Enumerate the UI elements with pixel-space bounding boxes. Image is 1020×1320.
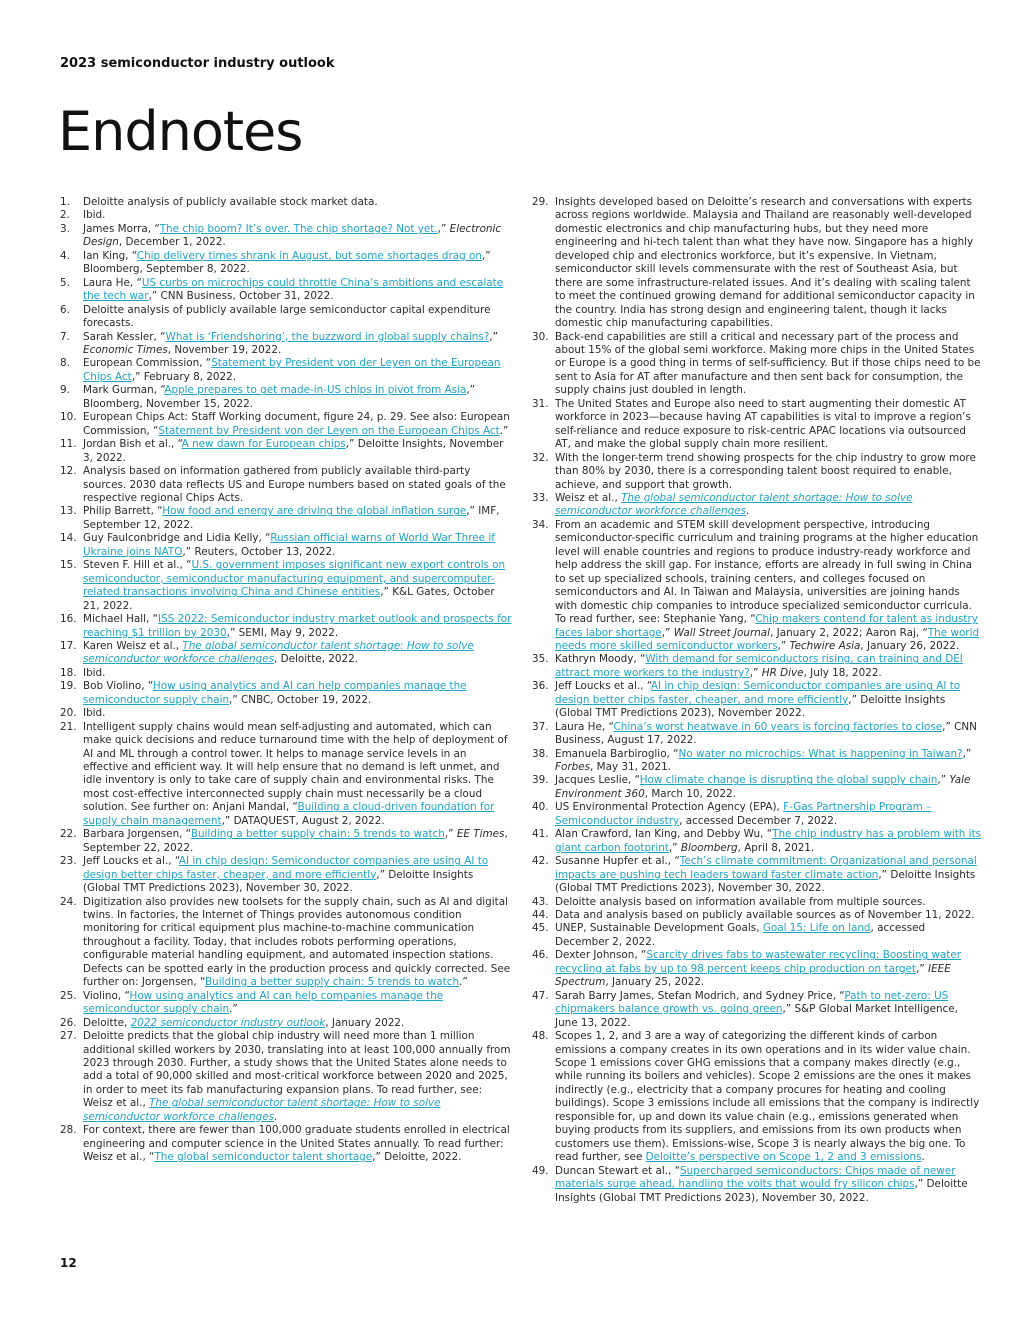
endnote-text: Wall Street Journal	[673, 626, 771, 639]
endnote-item	[60, 277, 512, 304]
endnote-text: ,” Deloitte, 2022.	[372, 1151, 462, 1164]
endnote-text: Data and analysis based on publicly available sources as of November 11, 2022.	[555, 909, 975, 922]
endnote-item	[60, 559, 512, 613]
endnote-text: Deloitte analysis based on information available from multiple sources.	[555, 895, 926, 908]
endnote-text: Steven F. Hill et al., “	[83, 559, 192, 572]
endnote-text: ,” Deloitte Insights (Global TMT Predictions 2023), November 30, 2022.	[555, 868, 976, 895]
endnote-number: 21.	[60, 720, 77, 733]
endnote-text: Jacques Leslie, “	[555, 774, 640, 787]
endnote-link[interactable]: Goal 15: Life on land	[762, 922, 871, 935]
endnote-number: 3.	[60, 222, 70, 235]
endnote-text: ,” S&P Global Market Intelligence, June 13, 2022.	[555, 1003, 958, 1029]
endnote-text: Emanuela Barbiroglio, “	[555, 747, 679, 760]
endnote-text: .”	[229, 1003, 238, 1016]
endnote-item	[60, 1017, 512, 1030]
endnote-text: James Morra, “	[83, 222, 160, 235]
endnote-number: 12.	[60, 465, 77, 478]
endnote-item	[532, 748, 982, 775]
endnote-link[interactable]: How food and energy are driving the global inflation surge	[162, 505, 467, 518]
endnote-text: Jordan Bish et al., “	[83, 438, 182, 451]
endnote-link[interactable]: What is ‘Friendshoring’, the buzzword in global supply chains?	[165, 330, 490, 343]
endnote-number: 7.	[60, 330, 70, 343]
endnote-link[interactable]: Tech’s climate commitment: Organizational and personal impacts are pushing tech leaders toward faster climate action	[555, 855, 977, 881]
endnote-text: Susanne Hupfer et al., “	[555, 855, 680, 868]
endnote-number: 26.	[60, 1016, 77, 1029]
endnote-text: , November 19, 2022.	[167, 343, 282, 356]
endnote-link[interactable]: Chip makers contend for talent as industry faces labor shortage	[555, 613, 978, 639]
endnote-text: , Deloitte, 2022.	[274, 653, 359, 666]
endnote-text: Jeff Loucks et al., “	[555, 680, 651, 693]
endnote-number: 49.	[532, 1164, 549, 1177]
endnote-link[interactable]: With demand for semiconductors rising, can training and DEI attract more workers to the industry?	[555, 653, 963, 679]
endnote-number: 46.	[532, 949, 549, 962]
endnote-text: Intelligent supply chains would mean self-adjusting and automated, which can make quick decisions and reduce turnaround time with the help of deployment of AI and ML through a control tower. It helps to manage service levels in an effective and efficient way. It will help ensure that no demand is left unmet, and idle inventory is only to take care of supply chain and environmental risks. The most cost-effective interconnected supply chain must necessarily be a cloud solution. See further on: Anjani Mandal, “	[83, 720, 508, 814]
endnote-item	[60, 1030, 512, 1124]
endnote-link[interactable]: Statement by President von der Leyen on the European Chips Act	[83, 357, 501, 383]
endnote-text: Electronic Design	[83, 222, 502, 249]
endnote-number: 47.	[532, 989, 549, 1002]
endnote-text: Weisz et al.,	[555, 491, 622, 504]
endnote-number: 18.	[60, 666, 77, 679]
endnote-item	[532, 855, 982, 895]
endnote-item	[60, 250, 512, 277]
endnote-number: 2.	[60, 209, 70, 222]
endnote-number: 19.	[60, 680, 77, 693]
endnote-number: 38.	[532, 747, 549, 760]
endnote-item	[532, 1030, 982, 1165]
endnote-text: ,” Deloitte Insights (Global TMT Predictions 2023), November 2022.	[555, 693, 946, 720]
endnote-number: 48.	[532, 1030, 549, 1043]
endnote-number: 1.	[60, 196, 70, 208]
endnote-text: European Chips Act: Staff Working document, figure 24, p. 29. See also: European Commission, “	[83, 411, 510, 437]
endnote-text: UNEP, Sustainable Development Goals,	[555, 922, 763, 935]
endnote-number: 17.	[60, 639, 77, 652]
endnote-link[interactable]: Path to net-zero: US chipmakers balance growth vs. going green	[555, 989, 949, 1016]
endnote-item	[60, 505, 512, 532]
endnote-text: , May 31, 2021.	[590, 761, 671, 774]
endnote-link[interactable]: A new dawn for European chips	[181, 438, 346, 451]
endnote-item	[60, 384, 512, 411]
endnote-text: ,” February 8, 2022.	[131, 370, 237, 383]
endnote-item	[532, 452, 982, 492]
endnote-text: European Commission, “	[83, 357, 212, 370]
endnote-item	[60, 331, 512, 358]
endnote-text: Mark Gurman, “	[83, 384, 165, 397]
endnote-text: Ibid.	[83, 707, 106, 720]
endnote-text: Bob Violino, “	[83, 680, 153, 693]
endnote-text: Philip Barrett, “	[83, 505, 163, 518]
endnote-item	[60, 896, 512, 990]
endnote-text: ,” K&L Gates, October 21, 2022.	[83, 586, 495, 612]
endnote-link[interactable]: Apple prepares to get made-in-US chips in pivot from Asia	[164, 384, 467, 397]
endnote-link[interactable]: Chip delivery times shrank in August, but some shortages drag on	[136, 249, 482, 262]
endnote-text: Economic Times	[83, 343, 168, 356]
endnote-text: From an academic and STEM skill development perspective, introducing semiconductor-specific curriculum and training programs at the higher education level will enable countries and regions to produce industry-ready workforce and help address the skill gap. For instance, efforts are already in full swing in China to set up specialized schools, training centers, and colleges focused on semiconductors and AI. In Taiwan and Malaysia, universities are joining hands with domestic chip companies to introduce specialized semiconductor curricula. To read further, see: Stephanie Yang, “	[555, 518, 979, 626]
endnote-text: Duncan Stewart et al., “	[555, 1164, 681, 1177]
endnote-number: 33.	[532, 491, 549, 504]
endnote-number: 36.	[532, 680, 549, 693]
endnote-text: Digitization also provides new toolsets for the supply chain, such as AI and digital twins. In factories, the Internet of Things provides autonomous condition monitoring for critical equipment plus machine-to-machine communication throughout a facility. Today, that includes robots performing operations, configurable material handling equipment, and automated inspection stations. Defects can be spotted early in the production process and quickly corrected. See further on: Jorgensen, “	[83, 895, 511, 989]
endnote-text: ,” Deloitte Insights (Global TMT Predictions 2023), November 30, 2022.	[555, 1178, 968, 1204]
endnote-item	[60, 357, 512, 384]
endnote-text: ,”	[437, 222, 450, 235]
endnote-text: The United States and Europe also need to start augmenting their domestic AT workforce in 2023—because having AT capabilities is vital to improve a region’s self-reliance and reduce exposure to risk-centric APAC locations via outsourced AT, and make the global supply chain more resilient.	[555, 397, 971, 451]
endnote-text: .”	[459, 976, 468, 989]
endnote-number: 5.	[60, 276, 70, 289]
endnote-text: Deloitte predicts that the global chip industry will need more than 1 million additional skilled workers by 2030, translating into at least 100,000 annually from 2023 through 2030. Further, a study shows that the United States alone needs to add a total of 90,000 skilled and most-critical workforce between 2020 and 2025, in order to meet its fab manufacturing expansion plans. To read further, see: Weisz et al.,	[83, 1030, 511, 1110]
endnote-text: ,” Deloitte Insights (Global TMT Predictions 2023), November 30, 2022.	[83, 868, 474, 895]
endnote-item	[532, 909, 982, 922]
endnote-number: 23.	[60, 855, 77, 868]
endnote-item	[60, 196, 512, 209]
endnote-text: Kathryn Moody, “	[555, 653, 646, 666]
endnote-link[interactable]: How using analytics and AI can help companies manage the semiconductor supply chain	[83, 680, 467, 706]
endnote-item	[532, 519, 982, 654]
endnote-item	[60, 855, 512, 895]
endnote-text: Alan Crawford, Ian King, and Debby Wu, “	[555, 828, 773, 841]
endnote-item	[532, 492, 982, 519]
endnote-item	[532, 828, 982, 855]
endnote-item	[532, 653, 982, 680]
endnote-link[interactable]: Building a better supply chain: 5 trends to watch	[205, 976, 460, 989]
endnote-text: Techwire Asia	[789, 639, 861, 652]
endnote-text: Guy Faulconbridge and Lidia Kelly, “	[83, 532, 271, 545]
endnote-link[interactable]: F-Gas Partnership Program – Semiconductor industry	[555, 801, 932, 827]
endnote-number: 15.	[60, 559, 77, 572]
endnote-text: Scopes 1, 2, and 3 are a way of categorizing the different kinds of carbon emissions a company creates in its own operations and in its wider value chain. Scope 1 emissions cover GHG emissions that a company makes directly (e.g., while running its boilers and vehicles). Scope 2 emissions are the ones it makes indirectly (e.g., electricity that a company procures for heating and cooling buildings). Scope 3 emissions include all emissions that the company is indirectly responsible for, up and down its value chain (e.g., emissions generated when buying products from its suppliers, and emissions from its own products when customers use them). Emissions-wise, Scope 3 is nearly always the big one. To read further, see	[555, 1030, 980, 1164]
endnotes-column-right	[532, 196, 982, 1205]
endnote-text: ,”	[777, 639, 790, 652]
endnote-text: , January 2022.	[325, 1016, 405, 1029]
endnote-text: , accessed December 2, 2022.	[555, 922, 926, 948]
endnote-text: ,”	[937, 774, 950, 787]
endnote-link[interactable]: How climate change is disrupting the global supply chain	[639, 774, 938, 787]
endnote-text: .	[746, 505, 750, 518]
endnote-link[interactable]: Building a better supply chain: 5 trends to watch	[190, 828, 445, 841]
endnote-number: 11.	[60, 438, 77, 451]
endnote-link[interactable]: How using analytics and AI can help companies manage the semiconductor supply chain	[83, 989, 444, 1016]
endnote-text: Back-end capabilities are still a critical and necessary part of the process and about 15% of the global semi workforce. Making more chips in the United States or Europe is a good thing in terms of self-sufficiency. But if those chips need to be sent to Asia for AT after manufacture and then sent back for consumption, the supply chains just doubled in length.	[555, 330, 981, 397]
endnote-item	[532, 680, 982, 720]
endnote-item	[532, 896, 982, 909]
endnote-number: 43.	[532, 895, 549, 908]
endnote-text: ,” CNN Business, August 17, 2022.	[555, 720, 977, 747]
endnote-text: ,” Deloitte Insights, November 3, 2022.	[83, 438, 504, 464]
endnote-link[interactable]: Building a cloud-driven foundation for supply chain management	[83, 801, 495, 827]
endnote-text: , December 1, 2022.	[118, 236, 226, 249]
endnote-item	[60, 640, 512, 667]
endnote-item	[60, 707, 512, 720]
endnote-link[interactable]: The global semiconductor talent shortage: How to solve semiconductor workforce challenges	[555, 491, 913, 518]
endnote-number: 44.	[532, 909, 549, 922]
endnote-link[interactable]: The global semiconductor talent shortage: How to solve semiconductor workforce challenges	[83, 1097, 441, 1123]
endnote-text: Dexter Johnson, “	[555, 949, 647, 962]
endnote-text: ,”	[661, 626, 674, 639]
endnote-number: 16.	[60, 613, 77, 626]
endnote-number: 24.	[60, 895, 77, 908]
endnote-text: , September 22, 2022.	[83, 828, 508, 854]
endnote-item	[532, 801, 982, 828]
endnote-link[interactable]: AI in chip design: Semiconductor companies are using AI to design better chips faster, cheaper, and more efficiently	[83, 855, 489, 881]
endnote-text: Deloitte analysis of publicly available stock market data.	[83, 196, 378, 208]
endnote-link[interactable]: The global semiconductor talent shortage	[154, 1151, 373, 1164]
endnote-number: 41.	[532, 828, 549, 841]
endnote-number: 40.	[532, 801, 549, 814]
endnote-number: 6.	[60, 303, 70, 316]
endnote-item	[532, 949, 982, 989]
page-title: Endnotes	[58, 100, 303, 163]
endnote-number: 31.	[532, 397, 549, 410]
endnote-link[interactable]: Statement by President von der Leyen on the European Chips Act	[158, 424, 500, 437]
endnote-number: 8.	[60, 357, 70, 370]
endnote-item	[60, 465, 512, 505]
endnote-number: 37.	[532, 720, 549, 733]
endnote-text: HR Dive	[761, 666, 804, 679]
endnote-text: Sarah Barry James, Stefan Modrich, and Sydney Price, “	[555, 989, 845, 1002]
endnote-text: , January 2, 2022; Aaron Raj, “	[770, 626, 928, 639]
endnote-text: Ibid.	[83, 666, 106, 679]
endnote-link[interactable]: The chip industry has a problem with its giant carbon footprint	[555, 828, 982, 854]
endnote-item	[60, 1124, 512, 1164]
endnote-item	[532, 990, 982, 1030]
endnote-text: ,” DATAQUEST, August 2, 2022.	[221, 814, 385, 827]
endnote-item	[60, 304, 512, 331]
endnote-item	[532, 196, 982, 331]
endnote-text: Jeff Loucks et al., “	[83, 855, 179, 868]
endnote-link[interactable]: Scarcity drives fabs to wastewater recycling: Boosting water recycling at fabs by up to 98 percent keeps chip production on target	[555, 949, 961, 975]
endnote-number: 25.	[60, 989, 77, 1002]
endnote-text: , January 25, 2022.	[605, 976, 705, 989]
endnote-text: Analysis based on information gathered from publicly available third-party sources. 2030 data reflects US and Europe numbers based on stated goals of the respective regional Chips Acts.	[83, 465, 506, 504]
endnote-item	[532, 721, 982, 748]
endnote-item	[60, 209, 512, 222]
endnote-text: Ibid.	[83, 209, 106, 222]
endnote-text: Bloomberg	[680, 841, 738, 854]
endnote-item	[60, 411, 512, 438]
endnote-text: Deloitte analysis of publicly available large semiconductor capital expenditure forecasts.	[83, 303, 491, 330]
endnote-link[interactable]: The world needs more skilled semiconductor workers	[555, 626, 980, 652]
endnote-link[interactable]: The global semiconductor talent shortage: How to solve semiconductor workforce challenges	[83, 639, 474, 666]
endnote-text: Forbes	[555, 761, 591, 774]
endnote-link[interactable]: 2022 semiconductor industry outlook	[130, 1016, 326, 1029]
endnotes-column-left	[60, 196, 512, 1165]
endnote-text: Sarah Kessler, “	[83, 330, 166, 343]
endnote-text: US Environmental Protection Agency (EPA),	[555, 801, 784, 814]
endnote-link[interactable]: Supercharged semiconductors: Chips made of newer materials surge ahead, handling the volts that would fry silicon chips	[555, 1164, 956, 1191]
endnote-text: .”	[499, 424, 509, 437]
endnote-text: Karen Weisz et al.,	[83, 639, 183, 652]
endnote-text: Deloitte,	[83, 1016, 131, 1029]
endnote-link[interactable]: AI in chip design: Semiconductor companies are using AI to design better chips faster, cheaper, and more efficiently	[555, 680, 961, 706]
endnote-item	[532, 922, 982, 949]
endnote-number: 14.	[60, 532, 77, 545]
endnote-number: 20.	[60, 707, 77, 720]
endnote-text: ,”	[962, 747, 972, 760]
report-header: 2023 semiconductor industry outlook	[60, 56, 335, 71]
endnote-item	[60, 223, 512, 250]
endnote-number: 30.	[532, 330, 549, 343]
endnote-text: ,” CNN Business, October 31, 2022.	[148, 290, 334, 303]
endnote-item	[60, 721, 512, 829]
endnote-item	[60, 667, 512, 680]
endnote-text: Laura He, “	[555, 720, 614, 733]
endnote-text: , July 18, 2022.	[803, 666, 882, 679]
endnote-text: Yale Environment 360	[555, 774, 971, 800]
endnote-link[interactable]: Deloitte’s perspective on Scope 1, 2 and 3 emissions	[645, 1151, 922, 1164]
endnote-link[interactable]: The chip boom? It’s over. The chip shortage? Not yet.	[159, 222, 438, 235]
endnote-item	[60, 828, 512, 855]
endnote-text: ,”	[749, 666, 762, 679]
endnote-link[interactable]: US curbs on microchips could throttle China’s ambitions and escalate the tech war	[83, 276, 504, 303]
endnote-text: , accessed December 7, 2022.	[679, 814, 838, 827]
endnote-number: 32.	[532, 451, 549, 464]
endnote-text: For context, there are fewer than 100,000 graduate students enrolled in electrical engineering and computer science in the United States annually. To read further: Weisz et al., “	[83, 1124, 510, 1164]
endnote-text: With the longer-term trend showing prospects for the chip industry to grow more than 80% by 2030, there is a corresponding talent boost required to enable, achieve, and support that growth.	[555, 451, 976, 491]
endnote-text: Michael Hall, “	[83, 613, 159, 626]
endnote-link[interactable]: China’s worst heatwave in 60 years is forcing factories to close	[613, 720, 943, 733]
endnote-number: 13.	[60, 505, 77, 518]
endnote-text: ,”	[916, 962, 929, 975]
endnote-text: , March 10, 2022.	[644, 787, 736, 800]
endnote-text: , January 26, 2022.	[860, 639, 960, 652]
endnote-number: 34.	[532, 518, 549, 531]
endnote-number: 10.	[60, 411, 77, 424]
endnote-text: , April 8, 2021.	[737, 841, 815, 854]
endnote-number: 9.	[60, 384, 70, 397]
endnote-link[interactable]: ISS 2022: Semiconductor industry market outlook and prospects for reaching $1 trillion by 2030	[83, 613, 512, 639]
endnote-text: .	[274, 1110, 278, 1123]
endnote-number: 27.	[60, 1030, 77, 1043]
endnote-text: ,” IMF, September 12, 2022.	[83, 505, 500, 531]
endnote-item	[60, 532, 512, 559]
endnote-item	[532, 398, 982, 452]
endnote-number: 45.	[532, 922, 549, 935]
endnote-number: 29.	[532, 196, 549, 208]
endnote-item	[532, 774, 982, 801]
endnote-item	[60, 438, 512, 465]
endnote-number: 22.	[60, 828, 77, 841]
endnote-number: 39.	[532, 774, 549, 787]
endnote-text: ,” CNBC, October 19, 2022.	[229, 693, 372, 706]
page-number: 12	[60, 1256, 77, 1270]
endnote-text: Violino, “	[83, 989, 130, 1002]
endnote-number: 4.	[60, 249, 70, 262]
endnote-text: EE Times	[456, 828, 505, 841]
endnote-link[interactable]: No water no microchips: What is happening in Taiwan?	[678, 747, 963, 760]
endnote-item	[532, 1165, 982, 1205]
endnote-item	[60, 990, 512, 1017]
endnote-link[interactable]: U.S. government imposes significant new export controls on semiconductor, semiconductor manufacturing equipment, and supercomputer-related transactions involving China and Chinese entities	[83, 559, 506, 599]
endnote-text: .	[921, 1151, 925, 1164]
endnote-number: 42.	[532, 855, 549, 868]
endnote-number: 35.	[532, 653, 549, 666]
endnote-text: Barbara Jorgensen, “	[83, 828, 191, 841]
endnote-text: ,” Bloomberg, September 8, 2022.	[83, 249, 491, 276]
endnote-text: ,” Reuters, October 13, 2022.	[182, 545, 336, 558]
endnote-text: ,”	[489, 330, 498, 343]
endnote-text: Insights developed based on Deloitte’s research and conversations with experts across regions worldwide. Malaysia and Thailand are reasonably well-developed domestic electronics and chip manufacturing hubs, but they need more engineering and hi-tech talent than what they have now. Singapore has a highly developed chip and electronics workforce, but it’s expensive. In Vietnam, semiconductor skill levels commensurate with the rest of Southeast Asia, but there are some infrastructure-related issues. And it’s dealing with scaling talent to meet the continued growing demand for additional semiconductor capacity in the country. India has strong design and engineering talent, though it lacks domestic chip manufacturing capabilities.	[555, 196, 975, 330]
endnote-text: ,”	[668, 841, 681, 854]
endnote-text: ,” Bloomberg, November 15, 2022.	[83, 384, 476, 410]
endnote-text: IEEE Spectrum	[555, 962, 951, 989]
endnote-text: ,” SEMI, May 9, 2022.	[226, 626, 339, 639]
endnote-number: 28.	[60, 1124, 77, 1137]
endnote-text: Laura He, “	[83, 276, 142, 289]
endnote-item	[60, 680, 512, 707]
endnote-text: Ian King, “	[83, 249, 137, 262]
endnote-link[interactable]: Russian official warns of World War Three if Ukraine joins NATO	[83, 532, 495, 558]
endnote-item	[532, 331, 982, 398]
endnote-item	[60, 613, 512, 640]
endnote-text: ,”	[444, 828, 457, 841]
